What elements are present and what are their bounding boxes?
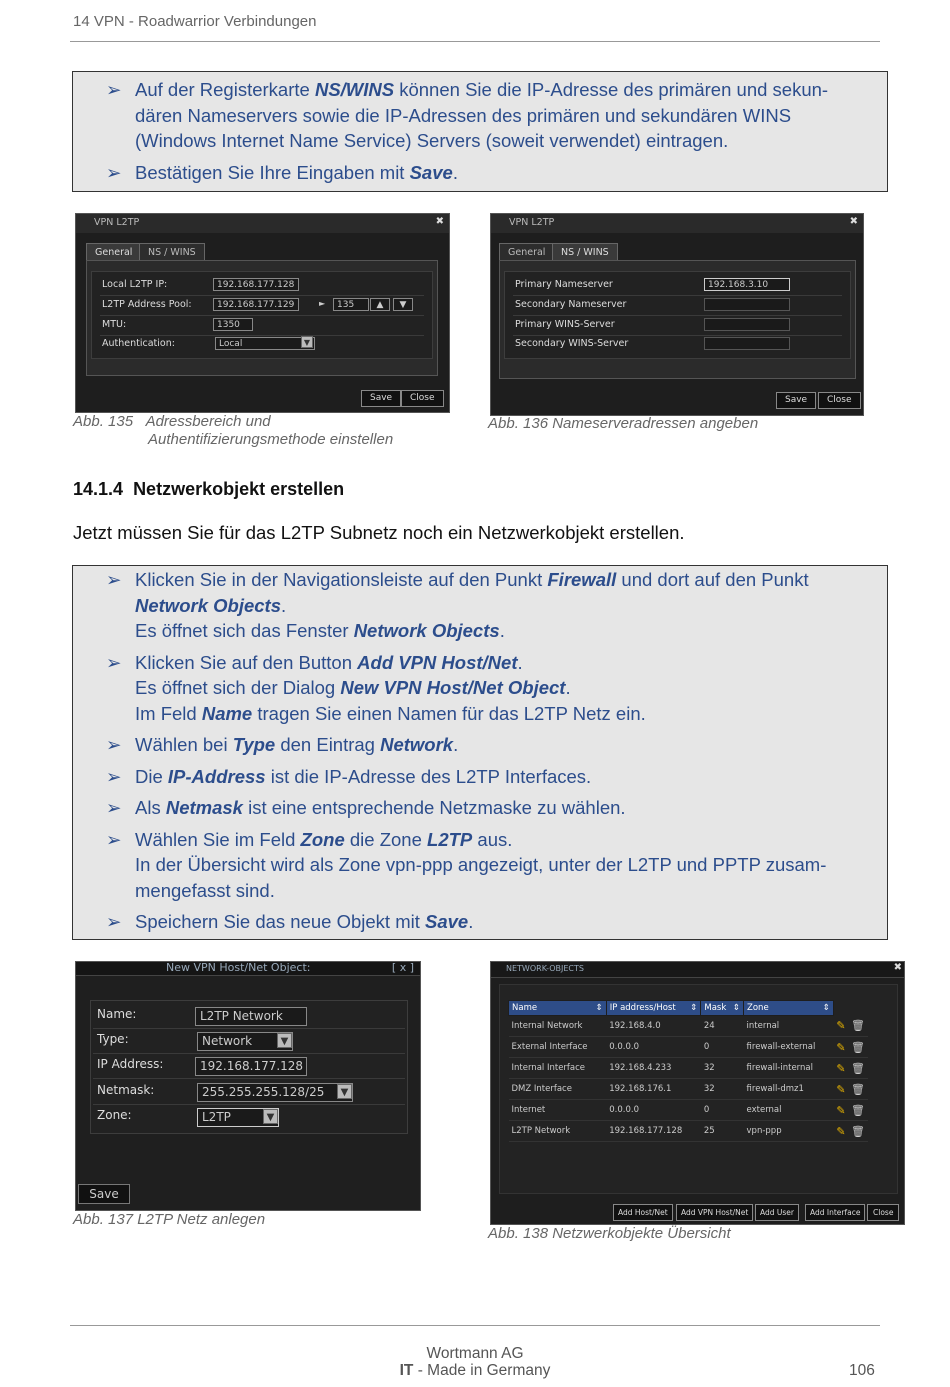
- bullet-item: ➢ Wählen bei Type den Eintrag Network.: [73, 732, 887, 758]
- bullet-item: ➢ Auf der Registerkarte NS/WINS können Sie die IP-Adresse des primären und sekun- dären Nameservers sowie die IP-Adressen des primären und sekundären WINS (Windows Internet Name Service) Servers (soweit verwendet) eintragen.: [106, 79, 829, 151]
- trash-icon[interactable]: 🗑: [851, 1082, 865, 1096]
- row-type: Type: Network ▼: [93, 1028, 405, 1054]
- save-button[interactable]: Save: [776, 392, 816, 409]
- trash-icon[interactable]: 🗑: [851, 1124, 865, 1138]
- edit-pencil-icon[interactable]: ✎: [836, 1082, 846, 1096]
- instruction-box-2: [72, 565, 888, 940]
- close-button[interactable]: Close: [867, 1204, 899, 1221]
- close-icon[interactable]: [ x ]: [391, 961, 414, 974]
- column-header-zone[interactable]: Zone ⇕: [744, 1001, 834, 1016]
- network-objects-window: [490, 961, 905, 1225]
- close-button[interactable]: Close: [818, 392, 861, 409]
- arrow-icon: ➢: [106, 828, 122, 850]
- tab-ns-wins[interactable]: NS / WINS: [552, 243, 618, 260]
- netmask-select[interactable]: 255.255.255.128/25: [197, 1083, 353, 1102]
- tab-ns-wins[interactable]: NS / WINS: [139, 243, 205, 260]
- arrow-icon: ➢: [106, 569, 122, 590]
- arrow-icon: ➢: [106, 734, 122, 755]
- vpn-l2tp-general-dialog: [75, 213, 450, 413]
- instruction-box-1: [72, 71, 888, 192]
- edit-pencil-icon[interactable]: ✎: [836, 1103, 846, 1117]
- window-title: NETWORK-OBJECTS: [506, 964, 584, 973]
- settings-inner: [91, 271, 433, 359]
- arrow-icon: ➢: [106, 79, 122, 100]
- settings-inner: [504, 271, 851, 359]
- figure-caption-135: Abb. 135 Adressbereich und Authentifizierungsmethode einstellen: [73, 413, 394, 448]
- close-icon[interactable]: ✖: [435, 216, 444, 227]
- decrement-button[interactable]: ▼: [393, 298, 413, 311]
- row-netmask: Netmask: 255.255.255.128/25 ▼: [93, 1079, 405, 1105]
- bullet-item: ➢ Speichern Sie das neue Objekt mit Save.: [73, 909, 887, 935]
- chevron-down-icon[interactable]: ▼: [277, 1033, 292, 1048]
- form-panel: [90, 1000, 408, 1134]
- save-button[interactable]: Save: [78, 1184, 130, 1204]
- close-icon[interactable]: ✖: [893, 962, 902, 973]
- figure-caption-138: Abb. 138 Netzwerkobjekte Übersicht: [488, 1225, 731, 1242]
- page-number: 106: [849, 1362, 875, 1379]
- edit-pencil-icon[interactable]: ✎: [836, 1019, 846, 1033]
- dialog-title: VPN L2TP: [76, 214, 449, 233]
- secondary-wins-input[interactable]: [704, 337, 790, 350]
- footer-rule: [70, 1325, 880, 1326]
- figure-caption-137: Abb. 137 L2TP Netz anlegen: [73, 1211, 266, 1228]
- new-vpn-host-net-dialog: [75, 961, 421, 1211]
- sort-icon: ⇕: [822, 1003, 830, 1013]
- dialog-title: VPN L2TP: [491, 214, 863, 233]
- row-mtu: MTU: 1350: [100, 316, 424, 336]
- trash-icon[interactable]: 🗑: [851, 1061, 865, 1075]
- primary-wins-input[interactable]: [704, 318, 790, 331]
- window-titlebar: [491, 962, 904, 978]
- add-vpn-host-net-button[interactable]: Add VPN Host/Net: [676, 1204, 753, 1221]
- chevron-down-icon[interactable]: ▼: [301, 336, 313, 348]
- arrow-icon: ➢: [106, 651, 122, 673]
- settings-panel: [86, 260, 438, 376]
- trash-icon[interactable]: 🗑: [851, 1019, 865, 1033]
- row-local-ip: Local L2TP IP: 192.168.177.128: [100, 276, 424, 296]
- table-header-row: [509, 1001, 869, 1016]
- row-secondary-ns: Secondary Nameserver: [513, 296, 842, 316]
- arrow-right-icon: ►: [319, 299, 326, 308]
- close-button[interactable]: Close: [401, 390, 444, 407]
- table-row[interactable]: L2TP Network 192.168.177.128 25 vpn-ppp ✎ 🗑: [509, 1121, 869, 1142]
- table-row[interactable]: DMZ Interface 192.168.176.1 32 firewall-dmz1 ✎ 🗑: [509, 1079, 869, 1100]
- mtu-input[interactable]: 1350: [213, 318, 253, 331]
- column-header-name[interactable]: Name ⇕: [509, 1001, 607, 1016]
- bullet-item: ➢ Als Netmask ist eine entsprechende Netzmaske zu wählen.: [73, 795, 887, 821]
- add-interface-button[interactable]: Add Interface: [805, 1204, 865, 1221]
- tab-general[interactable]: General: [499, 243, 554, 260]
- row-primary-ns: Primary Nameserver 192.168.3.10: [513, 276, 842, 296]
- table-row[interactable]: Internal Network 192.168.4.0 24 internal ✎ 🗑: [509, 1016, 869, 1037]
- footer-tagline: IT - Made in Germany: [399, 1362, 551, 1379]
- sort-icon: ⇕: [595, 1003, 603, 1013]
- name-input[interactable]: L2TP Network: [195, 1007, 307, 1026]
- save-button[interactable]: Save: [361, 390, 401, 407]
- column-header-actions: [833, 1001, 868, 1016]
- row-authentication: Authentication: Local ▼: [100, 335, 424, 354]
- intro-paragraph: Jetzt müssen Sie für das L2TP Subnetz noch ein Netzwerkobjekt erstellen.: [73, 522, 685, 543]
- local-l2tp-ip-input[interactable]: 192.168.177.128: [213, 278, 299, 291]
- row-ip-address: IP Address: 192.168.177.128: [93, 1053, 405, 1079]
- bullet-item: ➢ Die IP-Address ist die IP-Adresse des L2TP Interfaces.: [73, 764, 887, 790]
- trash-icon[interactable]: 🗑: [851, 1103, 865, 1117]
- column-header-mask[interactable]: Mask ⇕: [701, 1001, 744, 1016]
- type-select[interactable]: Network: [197, 1032, 293, 1051]
- address-pool-input[interactable]: 192.168.177.129: [213, 298, 299, 311]
- edit-pencil-icon[interactable]: ✎: [836, 1124, 846, 1138]
- zone-select[interactable]: L2TP: [197, 1108, 279, 1127]
- edit-pencil-icon[interactable]: ✎: [836, 1061, 846, 1075]
- arrow-icon: ➢: [106, 797, 122, 818]
- tab-general[interactable]: General: [86, 243, 141, 260]
- section-heading: 14.1.4 Netzwerkobjekt erstellen: [73, 479, 345, 499]
- trash-icon[interactable]: 🗑: [851, 1040, 865, 1054]
- row-name: Name: L2TP Network: [93, 1003, 405, 1029]
- page-header: 14 VPN - Roadwarrior Verbindungen: [73, 13, 317, 30]
- bullet-item: ➢ Klicken Sie in der Navigationsleiste auf den Punkt Firewall und dort auf den Punkt Network Objects. Es öffnet sich das Fenster Network Objects.: [106, 569, 809, 641]
- row-secondary-wins: Secondary WINS-Server: [513, 335, 842, 354]
- arrow-icon: ➢: [106, 161, 122, 183]
- dialog-titlebar: [76, 962, 420, 976]
- authentication-select[interactable]: Local: [215, 337, 315, 350]
- dialog-title: New VPN Host/Net Object:: [166, 961, 311, 974]
- row-address-pool: L2TP Address Pool: 192.168.177.129 ► 135 ▲ ▼: [100, 296, 424, 316]
- network-objects-table: [508, 1000, 868, 1142]
- arrow-icon: ➢: [106, 911, 122, 932]
- table-row[interactable]: External Interface 0.0.0.0 0 firewall-external ✎ 🗑: [509, 1037, 869, 1058]
- chevron-down-icon[interactable]: ▼: [263, 1109, 278, 1124]
- secondary-nameserver-input[interactable]: [704, 298, 790, 311]
- bullet-item: ➢ Bestätigen Sie Ihre Eingaben mit Save.: [73, 160, 887, 186]
- arrow-icon: ➢: [106, 765, 122, 787]
- sort-icon: ⇕: [690, 1003, 698, 1013]
- settings-panel: [499, 260, 856, 379]
- footer-company: Wortmann AG: [426, 1345, 524, 1362]
- ip-address-input[interactable]: 192.168.177.128: [195, 1057, 307, 1076]
- vpn-l2tp-ns-wins-dialog: [490, 213, 864, 416]
- sort-icon: ⇕: [732, 1003, 741, 1013]
- row-zone: Zone: L2TP ▼: [93, 1104, 405, 1129]
- column-header-ip[interactable]: IP address/Host ⇕: [606, 1001, 701, 1016]
- figure-caption-136: Abb. 136 Nameserveradressen angeben: [488, 415, 759, 432]
- add-host-net-button[interactable]: Add Host/Net: [613, 1204, 673, 1221]
- pool-count-input[interactable]: 135: [333, 298, 369, 311]
- bullet-item: ➢ Wählen Sie im Feld Zone die Zone L2TP aus. In der Übersicht wird als Zone vpn-ppp angezeigt, unter der L2TP und PPTP zusam- mengefasst sind.: [106, 828, 827, 901]
- chevron-down-icon[interactable]: ▼: [337, 1084, 352, 1099]
- edit-pencil-icon[interactable]: ✎: [836, 1040, 846, 1054]
- primary-nameserver-input[interactable]: 192.168.3.10: [704, 278, 790, 291]
- close-icon[interactable]: ✖: [849, 216, 858, 227]
- increment-button[interactable]: ▲: [370, 298, 390, 311]
- table-row[interactable]: Internet 0.0.0.0 0 external ✎ 🗑: [509, 1100, 869, 1121]
- table-row[interactable]: Internal Interface 192.168.4.233 32 firewall-internal ✎ 🗑: [509, 1058, 869, 1079]
- bullet-item: ➢ Klicken Sie auf den Button Add VPN Host/Net. Es öffnet sich der Dialog New VPN Host/Net Object. Im Feld Name tragen Sie einen Namen für das L2TP Netz ein.: [106, 651, 646, 724]
- add-user-button[interactable]: Add User: [755, 1204, 799, 1221]
- header-rule: [70, 41, 880, 42]
- row-primary-wins: Primary WINS-Server: [513, 316, 842, 336]
